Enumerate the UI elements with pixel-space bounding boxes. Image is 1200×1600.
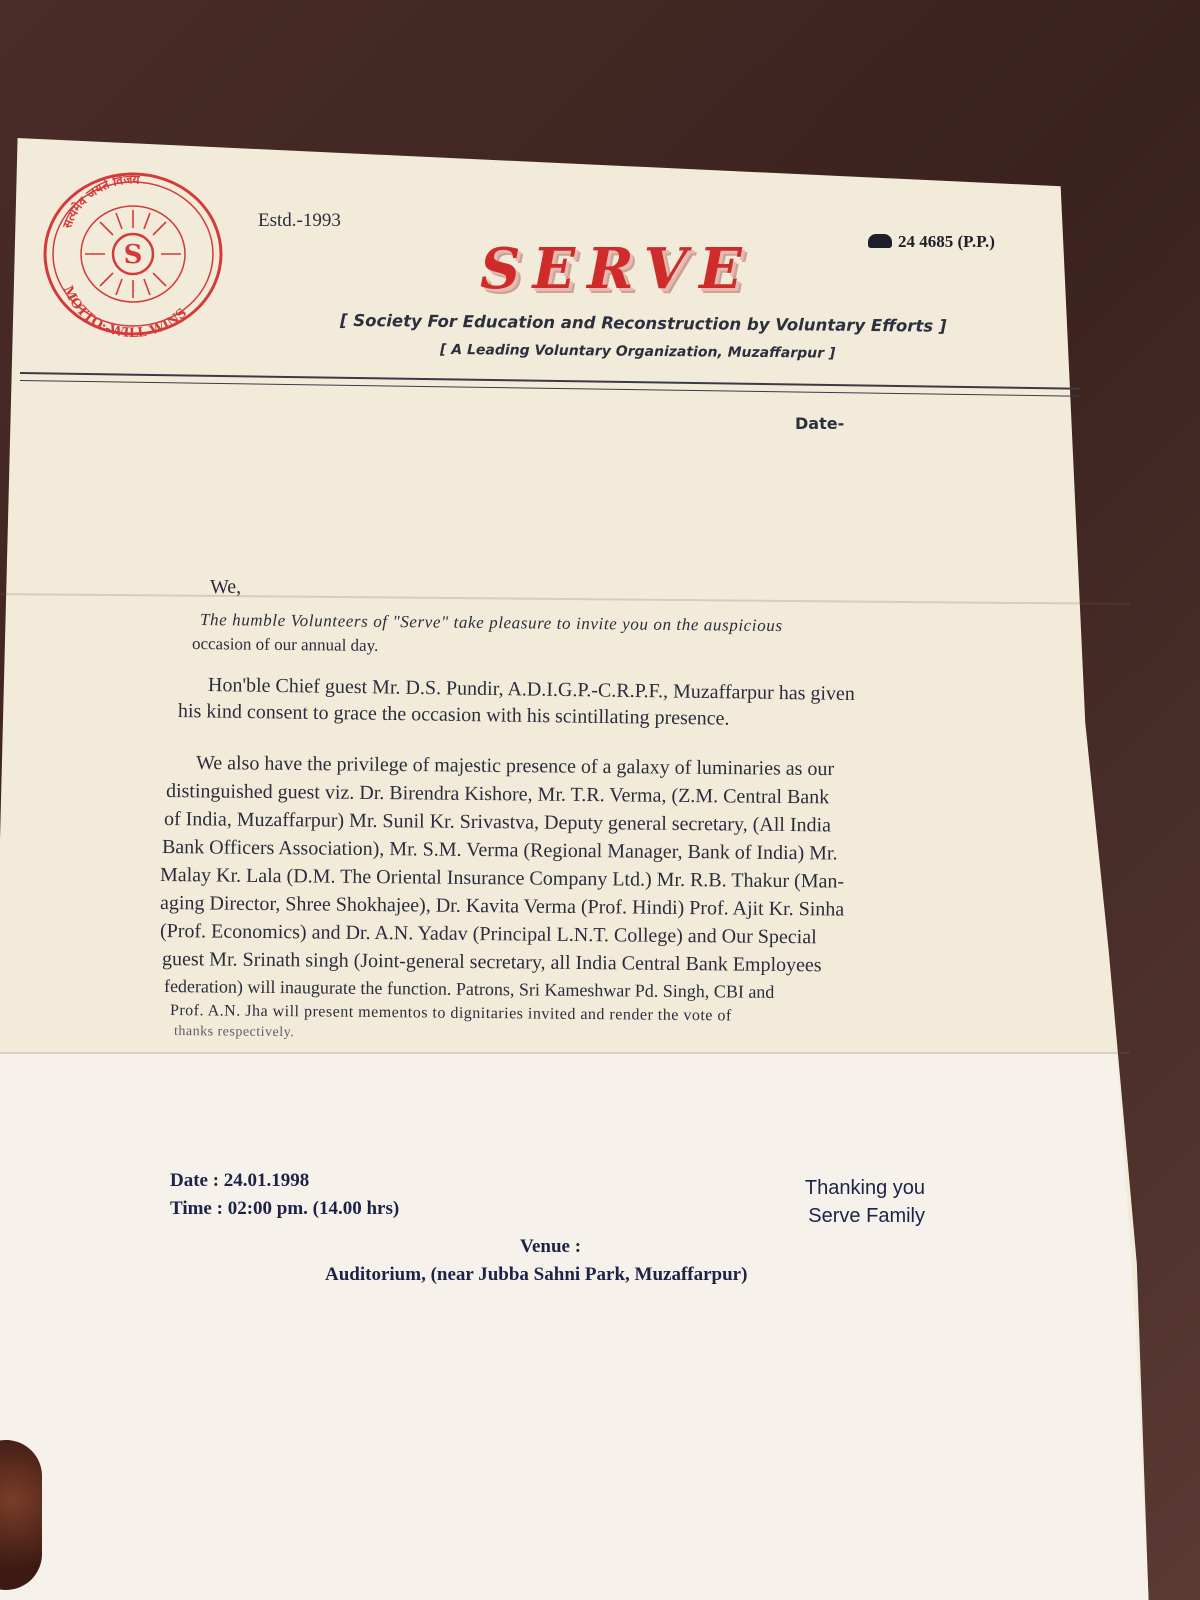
organization-seal [38, 166, 228, 341]
paragraph-line: (Prof. Economics) and Dr. A.N. Yadav (Principal L.N.T. College) and Our Special [159, 920, 817, 949]
event-date: Date : 24.01.1998 [170, 1170, 310, 1191]
telephone-icon [868, 234, 892, 248]
letter-bottom-panel [0, 1052, 1172, 1600]
svg-text:सत्यमेव जयते विजय: सत्यमेव जयते विजय [59, 172, 140, 231]
paragraph-line: occasion of our annual day. [191, 634, 379, 655]
venue-address: Auditorium, (near Jubba Sahni Park, Muzaffarpur) [325, 1264, 748, 1285]
svg-text:MOTTO:-WILL WINS: MOTTO:-WILL WINS [59, 283, 191, 341]
paragraph-line: distinguished guest viz. Dr. Birendra Kishore, Mr. T.R. Verma, (Z.M. Central Bank [165, 780, 830, 809]
greeting: We, [210, 576, 242, 598]
paragraph-line: federation) will inaugurate the function. Patrons, Sri Kameshwar Pd. Singh, CBI and [163, 976, 775, 1002]
event-time: Time : 02:00 pm. (14.00 hrs) [170, 1198, 400, 1219]
date-label: Date- [795, 414, 845, 433]
thumb-holding-paper [0, 1440, 42, 1590]
organization-tagline: [ A Leading Voluntary Organization, Muzaffarpur ] [439, 341, 836, 362]
paragraph-line: his kind consent to grace the occasion with his scintillating presence. [177, 700, 730, 730]
paragraph-line: Hon'ble Chief guest Mr. D.S. Pundir, A.D.I.G.P.-C.R.P.F., Muzaffarpur has given [207, 674, 856, 706]
paragraph-line: guest Mr. Srinath singh (Joint-general secretary, all India Central Bank Employees [161, 948, 822, 977]
paragraph-line: Prof. A.N. Jha will present mementos to dignitaries invited and render the vote of [169, 1002, 732, 1025]
venue-label: Venue : [520, 1236, 582, 1257]
paragraph-line: thanks respectively. [173, 1024, 295, 1041]
paragraph-line: The humble Volunteers of "Serve" take pleasure to invite you on the auspicious [199, 610, 783, 636]
established-year: Estd.-1993 [258, 210, 341, 231]
paragraph-line: aging Director, Shree Shokhajee), Dr. Kavita Verma (Prof. Hindi) Prof. Ajit Kr. Sinha [159, 892, 845, 921]
phone-number [868, 232, 995, 252]
paragraph-line: We also have the privilege of majestic presence of a galaxy of luminaries as our [195, 752, 835, 781]
fold-crease [0, 1052, 1130, 1054]
phone-number-text: 24 4685 (P.P.) [898, 232, 995, 251]
organization-full-name: [ Society For Education and Reconstruction by Voluntary Efforts ] [339, 310, 947, 336]
paragraph-line: Malay Kr. Lala (D.M. The Oriental Insurance Company Ltd.) Mr. R.B. Thakur (Man- [159, 864, 845, 893]
closing [805, 1174, 925, 1230]
svg-text:S: S [123, 240, 143, 270]
organization-logo [480, 236, 800, 306]
closing-signature: Serve Family [808, 1205, 925, 1227]
paragraph-line: Bank Officers Association), Mr. S.M. Verma (Regional Manager, Bank of India) Mr. [161, 836, 838, 865]
paragraph-line: of India, Muzaffarpur) Mr. Sunil Kr. Srivastva, Deputy general secretary, (All India [163, 808, 832, 837]
brand-name: SERVE [480, 236, 754, 302]
closing-thanks: Thanking you [804, 1177, 925, 1199]
